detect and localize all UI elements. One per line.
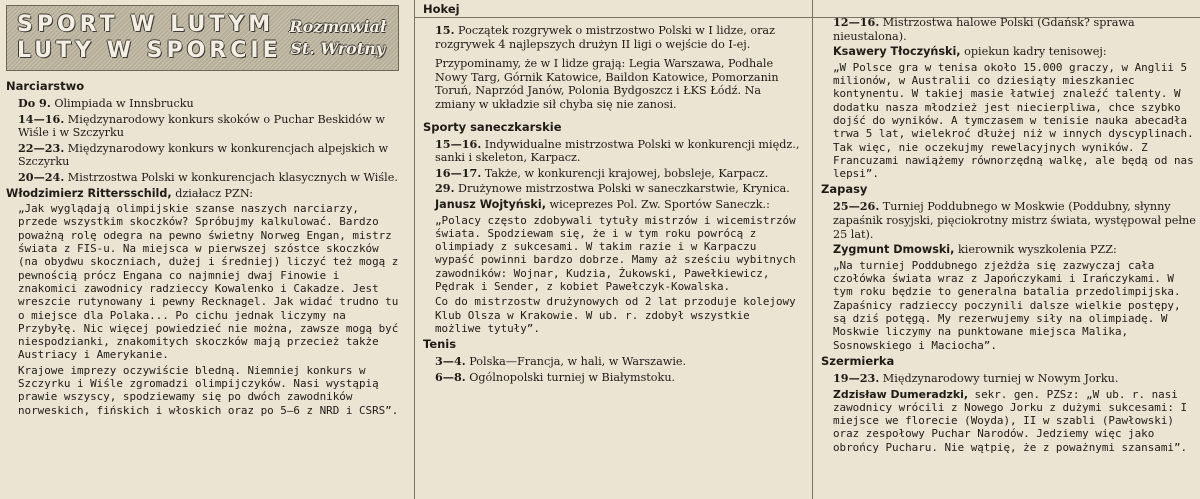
title-line-2: LUTY W SPORCIE [17, 38, 282, 63]
section-tenis: Tenis [423, 337, 457, 352]
column-3 [812, 0, 1200, 499]
article-title [7, 12, 282, 64]
quote-paragraph: „W Polsce gra w tenisa około 15.000 graczy, w Anglii 5 milionów, w Australii co dziesiąty mieszkaniec kontynentu. W takiej masie łatwiej znaleźć talenty. W dodatku nasza młodzież jest niecierpliwa, chce szybko dojść do wyników. A tymczasem w tenisie nauka abecadła trwa 5 lat, wielekroć dłużej niż w innych dyscyplinach. Tak więc, nie oczekujmy rewelacyjnych wyników. Z Francuzami nawiążemy równorzędną walkę, ale będą od nas lepsi”. [833, 60, 1194, 181]
event-item: 22—23. Międzynarodowy konkurs w konkurencjach alpejskich w Szczyrku [18, 140, 389, 169]
event-item: Do 9. Olimpiada w Innsbrucku [18, 96, 194, 110]
event-item: 20—24. Mistrzostwa Polski w konkurencjach klasycznych w Wiśle. [18, 169, 398, 184]
title-line-1: SPORT W LUTYM [17, 12, 275, 37]
interviewee: Ksawery Tłoczyński, opiekun kadry tenisowej: [833, 45, 1107, 59]
quote-paragraph: Co do mistrzostw drużynowych od 2 lat przoduje kolejowy Klub Olsza w Krakowie. W ub. r. zdobył wszystkie możliwe tytuły”. [435, 295, 796, 335]
section-saneczkarstwo: Sporty saneczkarskie [423, 119, 562, 134]
article-header [6, 5, 399, 71]
event-item: 15—16. Indywidualne mistrzostwa Polski w konkurencji międz., sanki i skeleton, Karpacz. [435, 136, 800, 165]
event-item: 29. Drużynowe mistrzostwa Polski w saneczkarstwie, Krynica. [435, 181, 790, 196]
event-item: 12—16. Mistrzostwa halowe Polski (Gdańsk? sprawa nieustalona). [833, 15, 1135, 43]
event-item: 16—17. Także, w konkurencji krajowej, bobsleje, Karpacz. [435, 165, 769, 180]
section-narciarstwo: Narciarstwo [6, 79, 85, 93]
quote-paragraph: „Na turniej Poddubnego zjeżdża się zazwyczaj cała czołówka świata wraz z Japończykami i Irańczykami. W tym roku będzie to generalna batalia przedolimpijska. Zapaśnicy radzieccy poczynili dalsze wielkie postępy, są dziś potęgą. My rezerwujemy siły na olimpiadę. W Moskwie liczymy na punktowane miejsca Malika, Sosnowskiego i Maciocha”. [833, 258, 1181, 352]
section-zapasy: Zapasy [821, 182, 868, 197]
interviewee: Zygmunt Dmowski, kierownik wyszkolenia PZZ: [833, 243, 1117, 257]
event-item: 3—4. Polska—Francja, w hali, w Warszawie. [435, 354, 687, 369]
quote-paragraph: „Jak wyglądają olimpijskie szanse naszych narciarzy, przede wszystkim skoczków? Spróbujmy kalkulować. Bardzo poważną rolę odegra na pewno świetny Norweg Engan, mistrz świata z FIS-u. Na miejsca w pierwszej szóstce skoczków (na obydwu skoczniach, dużej i średniej) liczyć też mogą z pewnością prócz Engana co najmniej dwaj Finowie i znakomici zawodnicy radzieccy Kowalenko i Cakadze. Jest wreszcie rutynowany i pewny Recknagel. Jak widać trudno tu o miejsce dla Polaka... Po cichu jednak liczymy na Przybyłę. Nic więcej powiedzieć nie można, zawsze mogą być niespodzianki, znakomitych skoczków mają przecież także Austriacy i Amerykanie. [18, 202, 399, 362]
column-1 [0, 0, 407, 499]
section-szermierka: Szermierka [821, 353, 895, 368]
event-item: 19—23. Międzynarodowy turniej w Nowym Jorku. [833, 370, 1119, 385]
section-hokej: Hokej [423, 2, 460, 16]
body-paragraph: Przypominamy, że w I lidze grają: Legia Warszawa, Podhale Nowy Targ, Górnik Katowice, Baildon Katowice, Pomorzanin Toruń, Naprzód Janów, Polonia Bydgoszcz i ŁKS Łódź. Na zmiany w układzie sił chyba się nie zanosi. [435, 57, 779, 111]
byline [289, 16, 398, 60]
quote-paragraph: Krajowe imprezy oczywiście bledną. Niemniej konkurs w Szczyrku i Wiśle zgromadzi olimpijczyków. Nasi wystąpią prawie wszyscy, spodziewamy się po dwóch zawodników norweskich, fińskich i włoskich oraz po 5—6 z NRD i CSRS”. [18, 363, 399, 417]
event-item: 15. Początek rozgrywek o mistrzostwo Polski w I lidze, oraz rozgrywek 4 najlepszych drużyn II ligi o wejście do I-ej. [435, 23, 776, 51]
quote-paragraph: Zdzisław Dumeradzki, sekr. gen. PZSz: „W ub. r. nasi zawodnicy wrócili z Nowego Jorku z dużymi sukcesami: I miejsce we florecie (Woyda), II w szabli (Pawłowski) oraz zespołowy Puchar Narodów. Jedziemy więc jako obrońcy Pucharu. Nie wątpię, że z poważnymi szansami”. [833, 387, 1188, 454]
byline-line-2: St. Wrotny [290, 39, 386, 58]
event-item: 6—8. Ogólnopolski turniej w Białymstoku. [435, 369, 676, 384]
interviewee: Janusz Wojtyński, wiceprezes Pol. Zw. Sportów Saneczk.: [435, 197, 770, 211]
event-item: 14—16. Międzynarodowy konkurs skoków o Puchar Beskidów w Wiśle i w Szczyrku [18, 111, 386, 140]
quote-paragraph: „Polacy często zdobywali tytuły mistrzów i wicemistrzów świata. Spodziewam się, że i w tym roku powrócą z olimpiady z sukcesami. W takim razie i w Karpaczu wypaść powinni bardzo dobrze. Mamy aż sześciu wybitnych zawodników: Wojnar, Kudzia, Żukowski, Pawełkiewicz, Pędrak i Sender, z kobiet Pawełczyk-Kowalska. [435, 213, 796, 294]
byline-line-1: Rozmawiał [289, 17, 386, 36]
interviewee: Włodzimierz Rittersschild, działacz PZN: [6, 186, 253, 200]
column-2 [414, 0, 808, 499]
event-item: 25—26. Turniej Poddubnego w Moskwie (Poddubny, słynny zapaśnik rosyjski, pięciokrotny mistrz świata, występował pełne 25 lat). [833, 199, 1196, 241]
